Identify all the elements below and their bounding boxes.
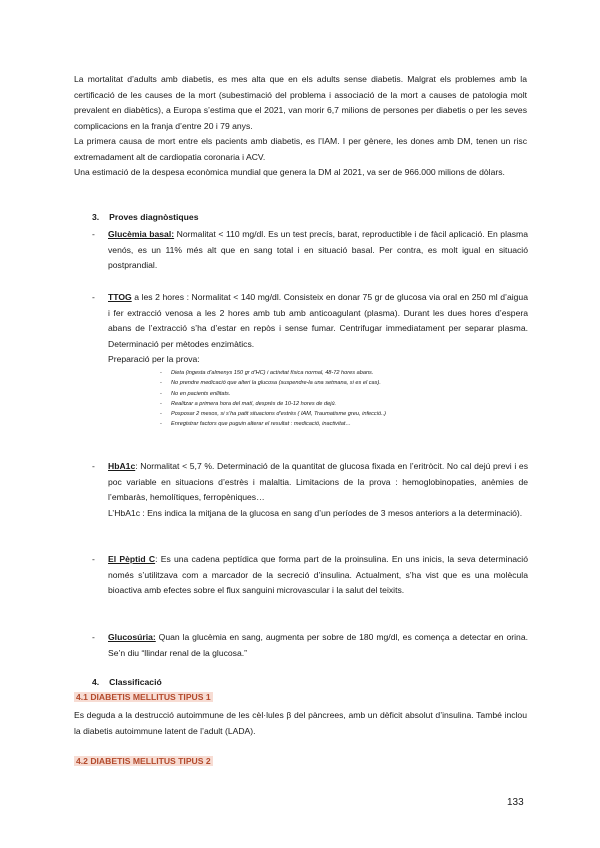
section-4-title: Classificació [109,677,162,687]
list-item: - Dieta (ingesta d’almenys 150 gr d’HC) i activitat física normal, 48-72 hores abans. [150,368,530,378]
term-peptid-c: El Pèptid C [108,554,156,564]
list-item: - No prendre medicació que alteri la glucosa (suspendre-la una setmana, si es el cas). [150,378,530,388]
section-4-number: 4. [92,677,100,687]
text-glucosuria: Quan la glucèmia en sang, augmenta per sobre de 180 mg/dl, es comença a detectar en orina. Se’n diu “llindar renal de la glucosa.” [108,632,528,658]
subsection-4-2-title: 4.2 DIABETIS MELLITUS TIPUS 2 [76,756,211,766]
term-glucemia: Glucèmia basal: [108,229,175,239]
list-item: - Realitzar a primera hora del matí, després de 10-12 hores de dejú. [150,399,530,409]
dash-bullet: - [92,292,95,302]
dash-bullet: - [92,461,95,471]
dash-bullet: - [92,229,95,239]
list-item-peptid-c [92,552,528,599]
section-3-heading [92,212,198,222]
text-hba1c: : Normalitat < 5,7 %. Determinació de la quantitat de glucosa fixada en l’eritròcit. No cal dejú previ i es poc variable en situacions d’estrès i malaltia. Limitacions de la prova : hemoglobinopaties, anèmies de l’embaràs, hemolítiques, ferropèniques… [108,461,528,502]
text-hba1c-extra: L’HbA1c : Ens indica la mitjana de la glucosa en sang d’un períodes de 3 mesos anteriors a la determinació). [108,507,523,518]
term-hba1c: HbA1c [108,461,136,471]
ttog-prep-label: Preparació per la prova: [108,354,200,364]
subsection-4-1-title: 4.1 DIABETIS MELLITUS TIPUS 1 [76,692,211,702]
section-3-title: Proves diagnòstiques [109,212,199,222]
list-item: - Posposar 2 mesos, si s’ha patit situacions d’estrès ( IAM, Traumatisme greu, infecció..) [150,409,530,419]
list-item-glucemia [92,227,528,274]
list-item: - No en pacients enllitats. [150,389,530,399]
list-item-ttog [92,290,528,368]
term-ttog: TTOG [108,292,132,302]
section-4-heading [92,677,162,687]
text-peptid-c: : Es una cadena peptídica que forma part de la proinsulina. En uns inicis, la seva determinació només s’utilitzava com a marcador de la secreció d’insulina. Actualment, s’ha vist que es una molècula bioactiva amb efectes sobre el flux sanguini microvascular i la salut del teixits. [108,554,528,595]
term-glucosuria: Glucosúria: [108,632,156,642]
text-glucemia: Normalitat < 110 mg/dl. Es un test precís, barat, reproductible i de fàcil aplicació. En plasma venós, es un 11% més alt que en sang total i en situació basal. Per contra, es molt igual en situació postprandial. [108,229,528,270]
intro-paragraph-mortality: La mortalitat d’adults amb diabetis, es mes alta que en els adults sense diabetis. Malgrat els problemes amb la certificació de les causes de la mort (subestimació del problema i associació de la mort a causes de patologia molt prevalent en diabètics), a Europa s’estima que el 2021, van morir 6,7 milions de persones per diabetis o per les seves complicacions en la franja d’entre 20 i 79 anys. [74,74,527,131]
intro-paragraph-cost: Una estimació de la despesa econòmica mundial que genera la DM al 2021, va ser de 966.000 milions de dòlars. [74,167,505,177]
page-number: 133 [507,797,524,808]
list-item-glucosuria [92,630,528,661]
intro-paragraph-cause: La primera causa de mort entre els pacients amb diabetis, es l’IAM. I per gènere, les dones amb DM, tenen un risc extremadament alt de cardiopatia coronaria i ACV. [74,136,527,162]
text-ttog: a les 2 hores : Normalitat < 140 mg/dl. Consisteix en donar 75 gr de glucosa via oral en 250 ml d’aigua i fer extracció venosa a les 2 hores amb tub amb anticoagulant (plasma). Durant les dues hores d’espera abans de l’extracció s’ha d’estar en repòs i sense fumar. Centrifugar immediatament per separar plasma. Determinació per mètodes enzimàtics. [108,292,528,349]
dash-bullet: - [92,632,95,642]
section-3-number: 3. [92,212,100,222]
ttog-prep-list [150,368,530,430]
list-item: - Enregistrar factors que puguin alterar el resultat : medicació, inactivitat… [150,419,530,429]
dash-bullet: - [92,554,95,564]
list-item-hba1c [92,459,528,521]
subsection-4-1-text: Es deguda a la destrucció autoimmune de les cèl·lules β del pàncrees, amb un dèficit absolut d’insulina. També inclou la diabetis autoimmune latent de l’adult (LADA). [74,710,527,736]
